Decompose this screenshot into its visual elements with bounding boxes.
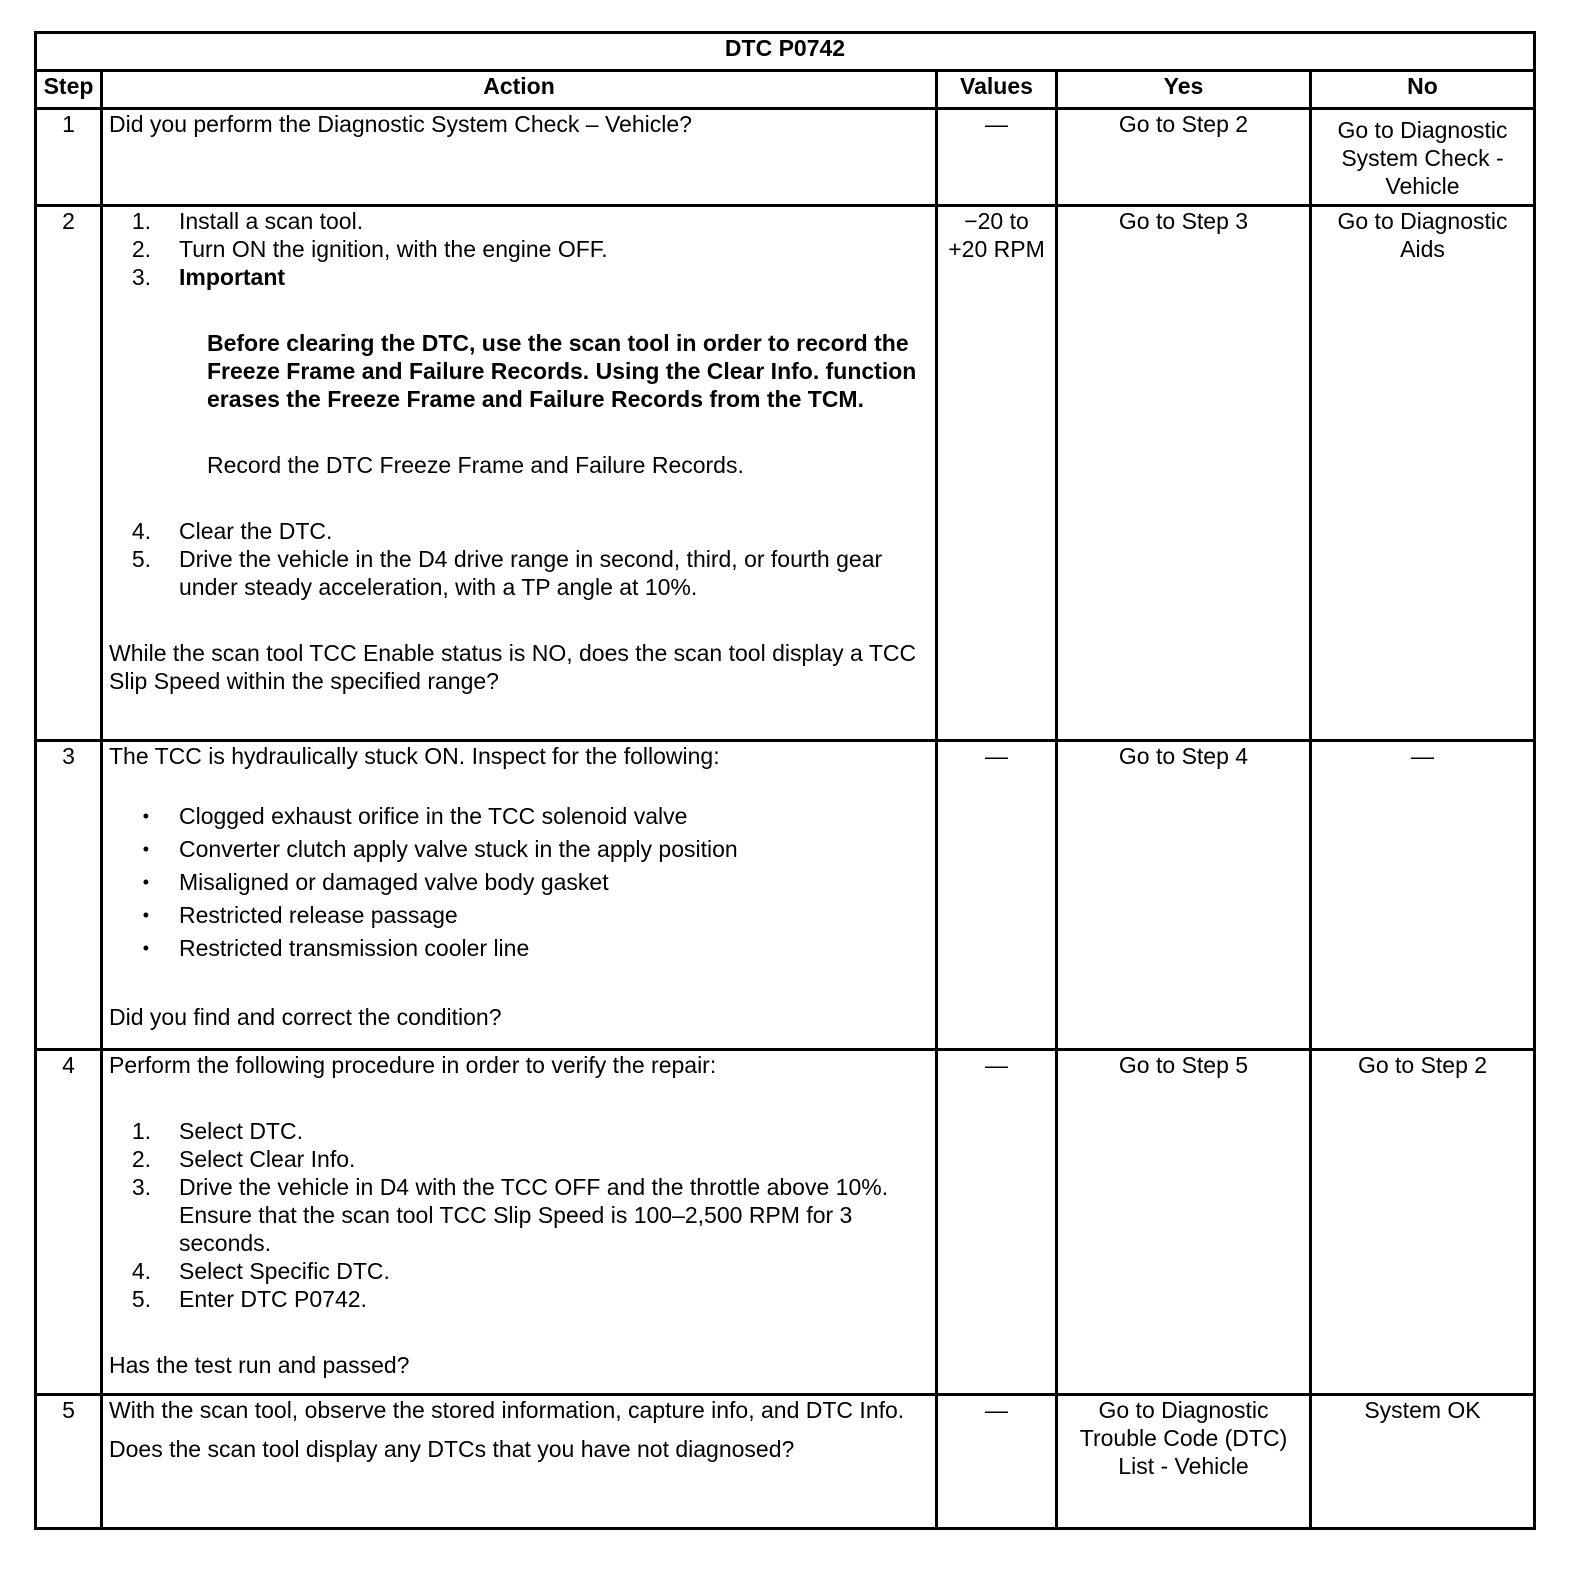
item-number: 2. [131,1146,151,1172]
item-text: Restricted transmission cooler line [179,935,530,961]
yes-cell: Go to Step 5 [1057,1050,1311,1395]
step-row-3 [36,741,1535,1050]
action-cell [102,1050,937,1395]
item-text: Misaligned or damaged valve body gasket [179,869,609,895]
step-number: 2 [36,206,102,741]
bullet: • [142,938,149,958]
value-cell: — [937,741,1057,1050]
item-number: 4. [131,518,151,544]
list-item [109,1173,929,1257]
item-text: Enter DTC P0742. [179,1286,367,1312]
list-item [109,899,929,932]
bullet: • [142,839,149,859]
item-text: Select DTC. [179,1118,303,1144]
list-item [109,235,929,263]
value-cell: — [937,1050,1057,1395]
step-number: 3 [36,741,102,1050]
item-number: 2. [131,236,151,262]
yes-cell: Go to Diagnostic Trouble Code (DTC) List - Vehicle [1057,1395,1311,1529]
item-text: Select Specific DTC. [179,1258,390,1284]
yes-cell: Go to Step 2 [1057,109,1311,206]
step-number: 1 [36,109,102,206]
value-cell: −20 to +20 RPM [937,206,1057,741]
list-item [109,545,929,601]
list-item [109,207,929,235]
action-question: While the scan tool TCC Enable status is NO, does the scan tool display a TCC Slip Speed within the specified range? [109,640,917,694]
record-note: Record the DTC Freeze Frame and Failure Records. [207,452,744,478]
item-number: 5. [131,546,151,572]
bullet: • [142,905,149,925]
item-text: Restricted release passage [179,902,458,928]
action-cell [102,206,937,741]
important-note: Before clearing the DTC, use the scan tool in order to record the Freeze Frame and Failure Records. Using the Clear Info. function erases the Freeze Frame and Failure Records from the TCM. [207,330,917,412]
item-number: 5. [131,1286,151,1312]
inspection-list [109,800,929,965]
list-item [109,1145,929,1173]
header-step: Step [36,71,102,109]
value-cell: — [937,109,1057,206]
step-row-1 [36,109,1535,206]
list-item [109,833,929,866]
step-row-5 [36,1395,1535,1529]
bullet: • [142,872,149,892]
list-item [109,517,929,545]
item-text: Drive the vehicle in D4 with the TCC OFF and the throttle above 10%. Ensure that the scan tool TCC Slip Speed is 100–2,500 RPM for 3 seconds. [179,1174,889,1256]
item-text: Turn ON the ignition, with the engine OFF. [179,236,608,262]
item-number: 4. [131,1258,151,1284]
action-cell [102,109,937,206]
action-question: Did you find and correct the condition? [109,1004,502,1030]
list-item [109,1117,929,1145]
action-question: Does the scan tool display any DTCs that you have not diagnosed? [109,1436,795,1462]
item-text: Select Clear Info. [179,1146,356,1172]
yes-cell: Go to Step 3 [1057,206,1311,741]
item-number: 3. [131,264,151,290]
item-text: Clear the DTC. [179,518,333,544]
action-intro: Perform the following procedure in order to verify the repair: [109,1052,717,1078]
bullet: • [142,806,149,826]
action-cell [102,1395,937,1529]
list-item [109,263,929,291]
step-row-4 [36,1050,1535,1395]
item-text: Converter clutch apply valve stuck in the apply position [179,836,738,862]
item-text: Install a scan tool. [179,208,364,234]
item-number: 3. [131,1174,151,1200]
step-row-2 [36,206,1535,741]
item-text: Clogged exhaust orifice in the TCC solenoid valve [179,803,688,829]
no-cell: Go to Step 2 [1311,1050,1535,1395]
no-cell: — [1311,741,1535,1050]
header-no: No [1311,71,1535,109]
list-item [109,1285,929,1313]
yes-cell: Go to Step 4 [1057,741,1311,1050]
header-values: Values [937,71,1057,109]
procedure-list [109,517,929,601]
header-row [36,71,1535,109]
list-item [109,932,929,965]
header-action: Action [102,71,937,109]
value-cell: — [937,1395,1057,1529]
table-title: DTC P0742 [36,33,1535,71]
no-cell: System OK [1311,1395,1535,1529]
step-number: 4 [36,1050,102,1395]
dtc-table [34,31,1536,1530]
no-cell: Go to Diagnostic System Check - Vehicle [1311,109,1535,206]
action-intro: The TCC is hydraulically stuck ON. Inspect for the following: [109,743,720,769]
action-question: Has the test run and passed? [109,1352,410,1378]
important-heading: Important [179,264,286,290]
list-item [109,800,929,833]
item-text: Drive the vehicle in the D4 drive range in second, third, or fourth gear under steady acceleration, with a TP angle at 10%. [179,546,883,600]
item-number: 1. [131,1118,151,1144]
header-yes: Yes [1057,71,1311,109]
step-number: 5 [36,1395,102,1529]
list-item [109,1257,929,1285]
no-cell: Go to Diagnostic Aids [1311,206,1535,741]
procedure-list [109,1117,929,1313]
procedure-list [109,207,929,291]
item-number: 1. [131,208,151,234]
action-cell [102,741,937,1050]
list-item [109,866,929,899]
action-question: Did you perform the Diagnostic System Check – Vehicle? [109,111,692,137]
action-intro: With the scan tool, observe the stored information, capture info, and DTC Info. [109,1397,905,1423]
